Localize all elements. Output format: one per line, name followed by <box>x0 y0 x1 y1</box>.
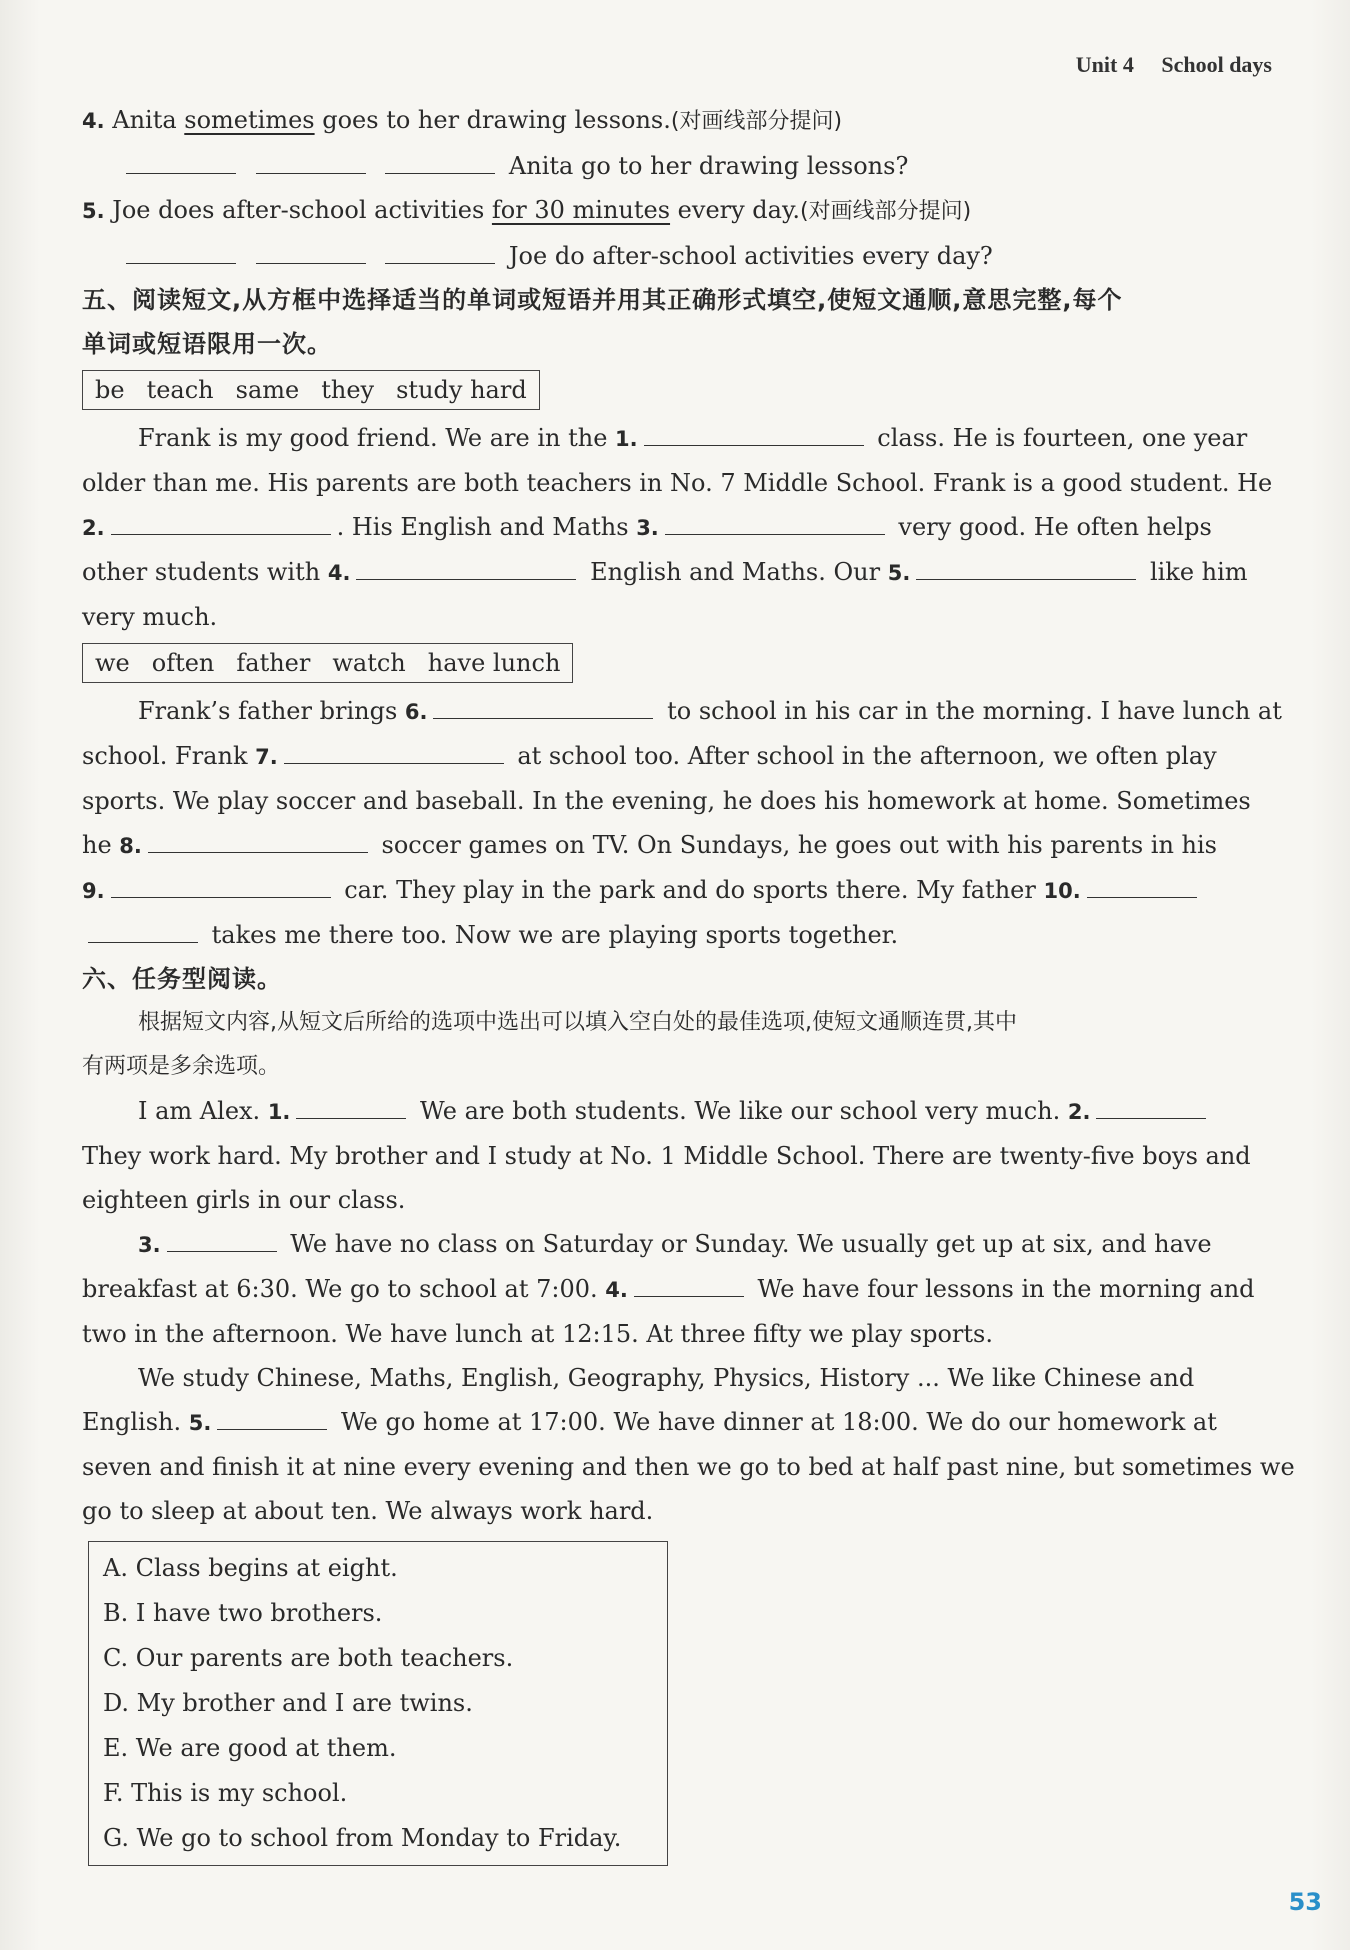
underlined-phrase: sometimes <box>184 106 315 134</box>
answer-blank[interactable] <box>634 1268 744 1297</box>
answer-blank[interactable] <box>1087 869 1197 898</box>
options-box <box>88 1541 668 1866</box>
answer-blank[interactable] <box>284 735 504 764</box>
page-header <box>1076 52 1272 78</box>
unit-label: Unit 4 <box>1075 52 1134 77</box>
option-e: E. We are good at them. <box>103 1734 397 1762</box>
answer-blank[interactable] <box>1096 1090 1206 1119</box>
answer-line-4: Anita go to her drawing lessons? <box>82 144 1272 188</box>
answer-blank[interactable] <box>356 551 576 580</box>
answer-blank[interactable] <box>256 235 366 264</box>
option-a: A. Class begins at eight. <box>103 1554 398 1582</box>
answer-blank[interactable] <box>111 506 331 535</box>
option-b: B. I have two brothers. <box>103 1599 383 1627</box>
answer-blank[interactable] <box>256 145 366 174</box>
option-f: F. This is my school. <box>103 1779 348 1807</box>
answer-blank[interactable] <box>385 235 495 264</box>
word-box-1: be teach same they study hard <box>82 370 540 410</box>
question-4: 4. Anita sometimes goes to her drawing lessons.(对画线部分提问) <box>82 106 843 134</box>
answer-blank[interactable] <box>665 506 885 535</box>
page-content <box>82 98 1295 1866</box>
section-5-title-cont: 单词或短语限用一次。 <box>82 330 332 358</box>
answer-blank[interactable] <box>167 1223 277 1252</box>
passage-5-part-2: Frank’s father brings 6. to school in his car in the morning. I have lunch at school. Frank 7. at school too. After school in the afternoon, we often play sports. We play soccer and baseball. In the evening, he does his homework at home. Sometimes he 8. soccer games on TV. On Sundays, he goes out with his parents in his 9. car. They play in the park and do sports there. My father 10. takes me there too. Now we are playing sports together. <box>82 689 1272 957</box>
answer-blank[interactable] <box>126 145 236 174</box>
word-box-2: we often father watch have lunch <box>82 643 573 683</box>
option-c: C. Our parents are both teachers. <box>103 1644 514 1672</box>
answer-blank[interactable] <box>433 690 653 719</box>
answer-blank[interactable] <box>148 824 368 853</box>
answer-blank[interactable] <box>126 235 236 264</box>
answer-blank[interactable] <box>111 869 331 898</box>
option-d: D. My brother and I are twins. <box>103 1689 473 1717</box>
page-number: 53 <box>1288 1888 1322 1916</box>
underlined-phrase: for 30 minutes <box>491 196 671 224</box>
answer-line-5: Joe do after-school activities every day? <box>82 234 1272 278</box>
question-5: 5. Joe does after-school activities for 30 minutes every day.(对画线部分提问) <box>82 196 972 224</box>
passage-6: I am Alex. 1. We are both students. We like our school very much. 2. They work hard. My brother and I study at No. 1 Middle School. There are twenty-five boys and eighteen girls in our class. 3. We have no class on Saturday or Sunday. We usually get up at six, and have breakfast at 6:30. We go to school at 7:00. 4. We have four lessons in the morning and two in the afternoon. We have lunch at 12:15. At three fifty we play sports. We study Chinese, Maths, English, Geography, Physics, History ... We like Chinese and English. 5. We go home at 17:00. We have dinner at 18:00. We do our homework at seven and finish it at nine every evening and then we go to bed at half past nine, but sometimes we go to sleep at about ten. We always work hard. <box>82 1089 1272 1533</box>
answer-blank[interactable] <box>644 417 864 446</box>
section-5-title: 五、阅读短文,从方框中选择适当的单词或短语并用其正确形式填空,使短文通顺,意思完整,每个 <box>82 286 1123 314</box>
section-6-title: 六、任务型阅读。 <box>82 965 282 993</box>
answer-blank[interactable] <box>916 551 1136 580</box>
answer-blank[interactable] <box>217 1401 327 1430</box>
section-6-instructions-cont: 有两项是多余选项。 <box>82 1054 281 1079</box>
answer-blank[interactable] <box>385 145 495 174</box>
answer-blank[interactable] <box>88 914 198 943</box>
passage-5-part-1: Frank is my good friend. We are in the 1. class. He is fourteen, one year older than me. His parents are both teachers in No. 7 Middle School. Frank is a good student. He 2. . His English and Maths 3. very good. He often helps other students with 4. English and Maths. Our 5. like him very much. <box>82 416 1272 639</box>
unit-title: School days <box>1161 52 1272 77</box>
section-6-instructions: 根据短文内容,从短文后所给的选项中选出可以填入空白处的最佳选项,使短文通顺连贯,其中 <box>138 1010 1017 1035</box>
answer-blank[interactable] <box>296 1090 406 1119</box>
option-g: G. We go to school from Monday to Friday. <box>103 1824 622 1852</box>
